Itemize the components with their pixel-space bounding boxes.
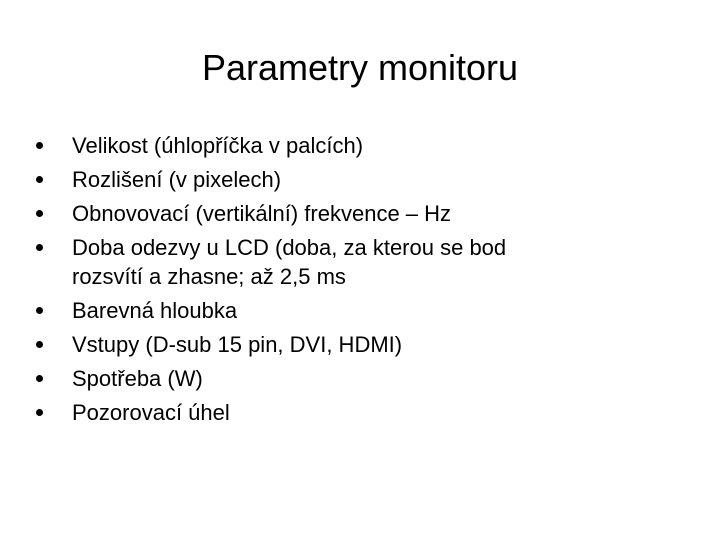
list-item bbox=[36, 296, 686, 325]
bullet-text: Velikost (úhlopříčka v palcích) bbox=[72, 133, 364, 158]
list-item bbox=[36, 199, 686, 228]
bullet-icon bbox=[36, 244, 43, 251]
list-item bbox=[36, 398, 686, 427]
bullet-icon bbox=[36, 210, 43, 217]
bullet-text: Spotřeba (W) bbox=[72, 366, 203, 391]
bullet-icon bbox=[36, 409, 43, 416]
bullet-text: Barevná hloubka bbox=[72, 298, 238, 323]
bullet-icon bbox=[36, 307, 43, 314]
list-item bbox=[36, 131, 686, 160]
bullet-text: Doba odezvy u LCD (doba, za kterou se bod rozsvítí a zhasne; až 2,5 ms bbox=[72, 235, 507, 289]
bullet-icon bbox=[36, 341, 43, 348]
slide-title: Parametry monitoru bbox=[201, 47, 519, 88]
list-item bbox=[36, 165, 686, 194]
list-item bbox=[36, 233, 686, 291]
list-item bbox=[36, 330, 686, 359]
list-item bbox=[36, 364, 686, 393]
bullet-list bbox=[36, 131, 686, 432]
bullet-text: Rozlišení (v pixelech) bbox=[72, 167, 282, 192]
bullet-text: Pozorovací úhel bbox=[72, 400, 230, 425]
bullet-icon bbox=[36, 176, 43, 183]
bullet-text: Obnovovací (vertikální) frekvence – Hz bbox=[72, 201, 452, 226]
bullet-text: Vstupy (D-sub 15 pin, DVI, HDMI) bbox=[72, 332, 403, 357]
bullet-icon bbox=[36, 142, 43, 149]
bullet-icon bbox=[36, 375, 43, 382]
